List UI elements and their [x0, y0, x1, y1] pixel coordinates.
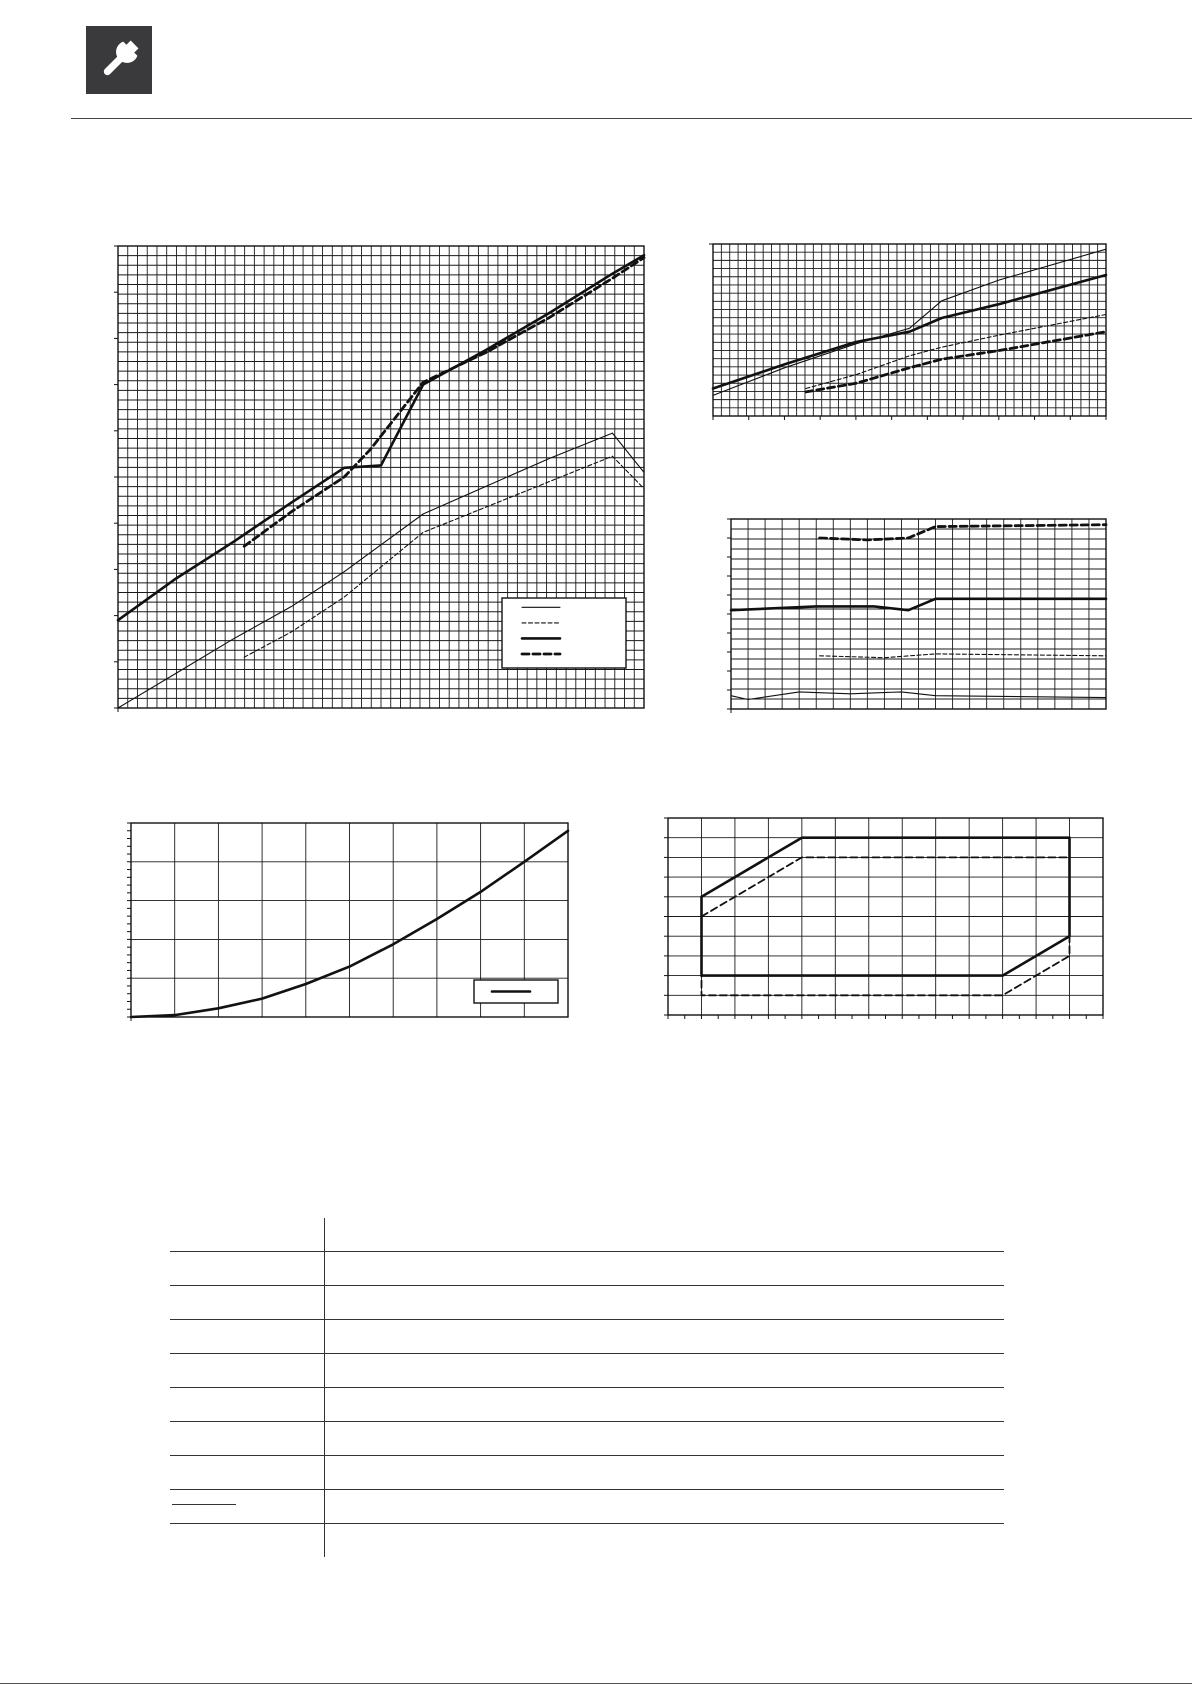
series-line-1: [702, 838, 1070, 976]
table-row: [170, 1252, 1004, 1286]
wrench-icon-badge: [86, 26, 152, 94]
param-cell: [170, 1422, 325, 1456]
param-cell: [170, 1456, 325, 1490]
param-cell: [170, 1354, 325, 1388]
value-cell: [325, 1456, 1005, 1490]
footer-divider: [0, 1683, 1192, 1684]
table-underline-mark: [172, 1504, 236, 1505]
series-line-3: [820, 654, 1106, 658]
series-line-1: [820, 525, 1106, 540]
param-cell: [170, 1286, 325, 1320]
value-cell: [325, 1218, 1005, 1252]
param-cell: [170, 1218, 325, 1252]
value-cell: [325, 1524, 1005, 1558]
value-cell: [325, 1286, 1005, 1320]
param-cell: [170, 1524, 325, 1558]
value-cell: [325, 1490, 1005, 1524]
param-cell: [170, 1320, 325, 1354]
table-row: [170, 1456, 1004, 1490]
table-row: [170, 1422, 1004, 1456]
legend: [474, 980, 558, 1003]
value-cell: [325, 1320, 1005, 1354]
grid: [668, 818, 1103, 1015]
value-cell: [325, 1422, 1005, 1456]
value-cell: [325, 1354, 1005, 1388]
spec-table: [170, 1218, 1004, 1557]
grid: [713, 244, 1106, 416]
bottom-right-chart: [668, 818, 1103, 1015]
bottom-left-chart: [131, 823, 568, 1017]
main-chart: [118, 246, 644, 708]
table-row: [170, 1218, 1004, 1252]
header-divider: [71, 118, 1192, 119]
wrench-icon: [86, 26, 152, 94]
param-cell: [170, 1252, 325, 1286]
table-row: [170, 1388, 1004, 1422]
param-cell: [170, 1388, 325, 1422]
legend: [502, 598, 626, 668]
series-line-4: [244, 258, 644, 547]
legend-box: [502, 598, 626, 668]
top-right-chart: [713, 244, 1106, 416]
value-cell: [325, 1252, 1005, 1286]
table-row: [170, 1286, 1004, 1320]
grid: [731, 519, 1106, 709]
mid-right-chart: [731, 519, 1106, 709]
table-row: [170, 1354, 1004, 1388]
table-row: [170, 1320, 1004, 1354]
table-row: [170, 1524, 1004, 1558]
param-cell: [170, 1490, 325, 1524]
table-row: [170, 1490, 1004, 1524]
value-cell: [325, 1388, 1005, 1422]
